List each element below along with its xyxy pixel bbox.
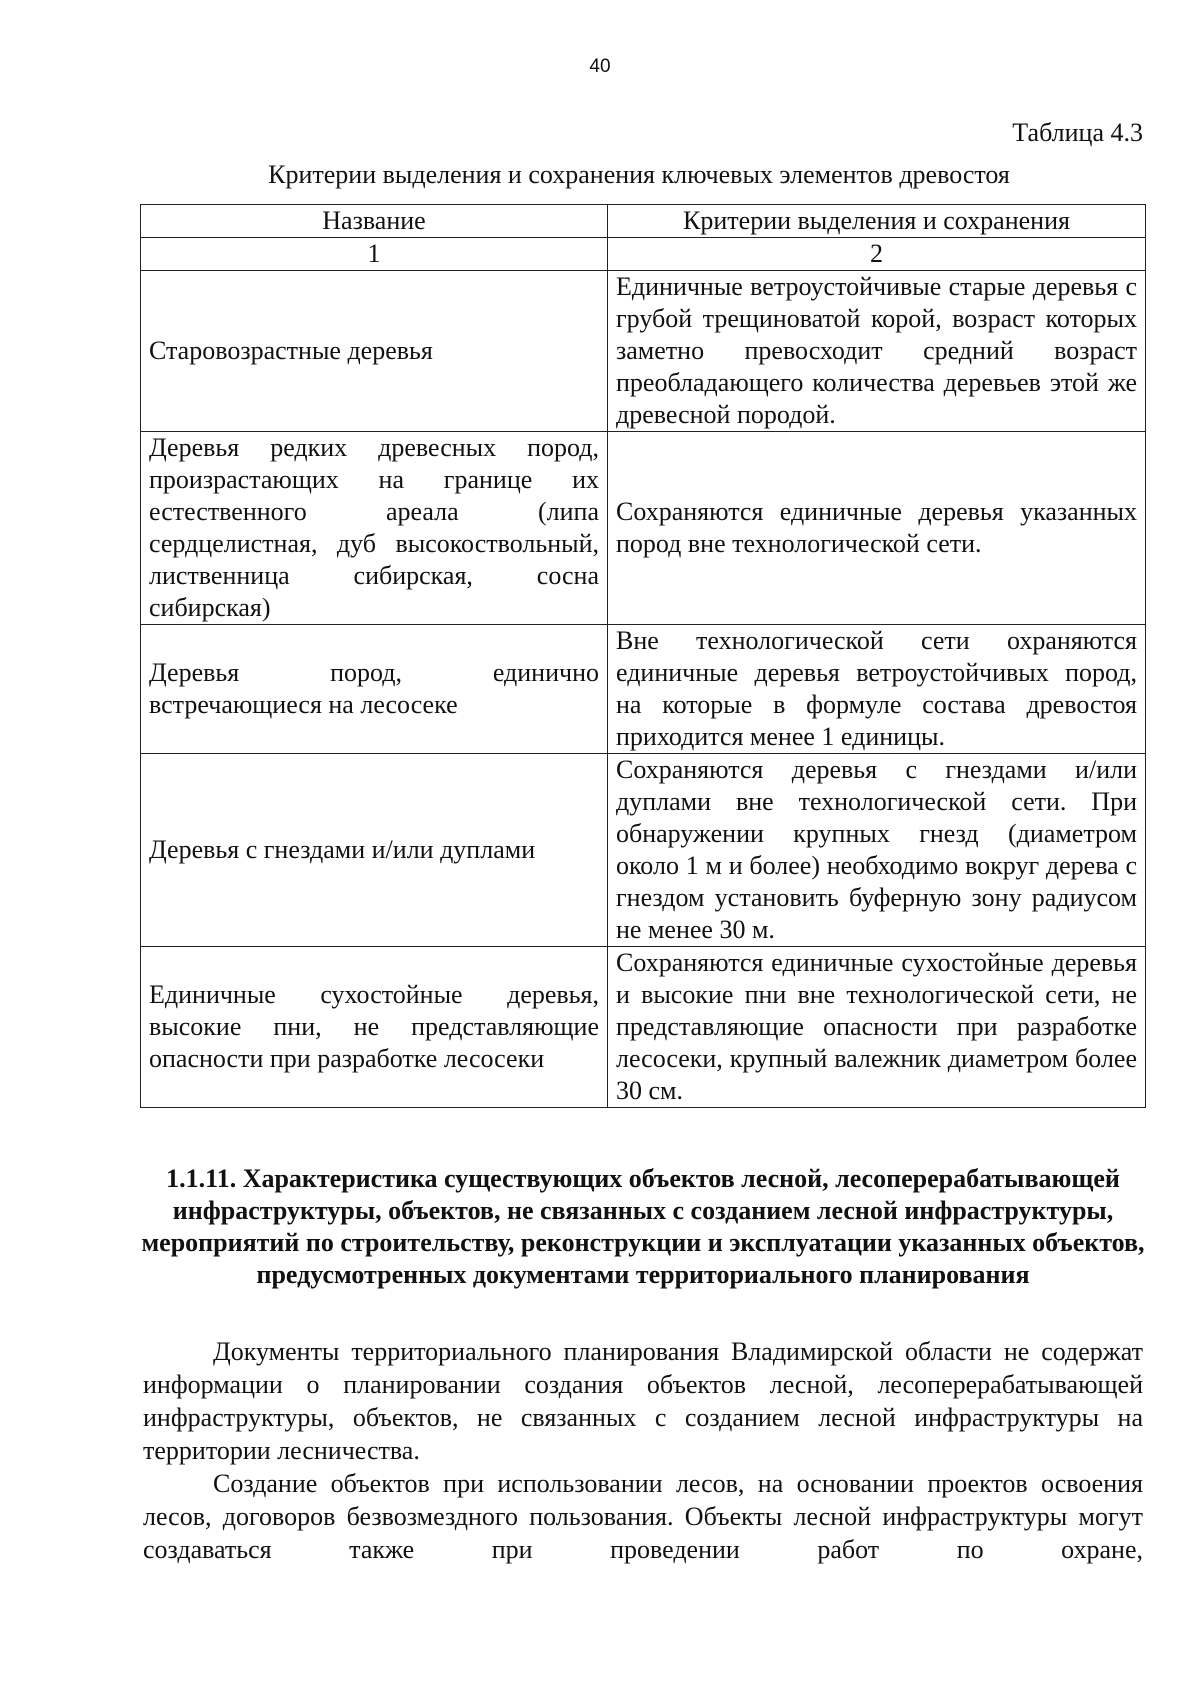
table-row [141,754,1146,947]
row-criteria: Сохраняются единичные сухостойные деревья и высокие пни вне технологической сети, не представляющие опасности при разработке лесосеки, крупный валежник диаметром более 30 см. [608,947,1146,1108]
criteria-table [140,204,1146,1108]
row-criteria: Единичные ветроустойчивые старые деревья с грубой трещиноватой корой, возраст которых заметно превосходит средний возраст преобладающего количества деревьев этой же древесной породой. [608,271,1146,432]
table-title: Критерии выделения и сохранения ключевых элементов древостоя [268,160,1010,189]
table-row [141,625,1146,754]
row-name: Старовозрастные деревья [141,271,608,432]
row-criteria: Сохраняются деревья с гнездами и/или дуплами вне технологической сети. При обнаружении крупных гнезд (диаметром около 1 м и более) необходимо вокруг дерева с гнездом установить буферную зону радиусом не менее 30 м. [608,754,1146,947]
table-header-row [141,205,1146,238]
table-row [141,432,1146,625]
page-number: 40 [589,56,611,77]
column-number-row [141,238,1146,271]
column-number: 2 [608,238,1146,271]
table-number-label: Таблица 4.3 [1012,118,1143,147]
section-heading: 1.1.11. Характеристика существующих объектов лесной, лесоперерабатывающей инфраструктуры, объектов, не связанных с созданием лесной инфраструктуры, мероприятий по строительству, реконструкции и эксплуатации указанных объектов, предусмотренных документами территориального планирования [141,1164,1145,1289]
row-name: Деревья с гнездами и/или дуплами [141,754,608,947]
row-criteria: Сохраняются единичные деревья указанных пород вне технологической сети. [608,432,1146,625]
table-row [141,271,1146,432]
row-name: Деревья редких древесных пород, произрастающих на границе их естественного ареала (липа сердцелистная, дуб высокоствольный, лиственница сибирская, сосна сибирская) [141,432,608,625]
section-body [143,1335,1143,1566]
column-header-name: Название [141,205,608,238]
paragraph: Документы территориального планирования Владимирской области не содержат информации о планировании создания объектов лесной, лесоперерабатывающей инфраструктуры, объектов, не связанных с созданием лесной инфраструктуры на территории лесничества. [143,1337,1143,1465]
row-name: Единичные сухостойные деревья, высокие пни, не представляющие опасности при разработке лесосеки [141,947,608,1108]
row-name: Деревья пород, единично встречающиеся на лесосеке [141,625,608,754]
row-criteria: Вне технологической сети охраняются единичные деревья ветроустойчивых пород, на которые в формуле состава древостоя приходится менее 1 единицы. [608,625,1146,754]
column-number: 1 [141,238,608,271]
column-header-criteria: Критерии выделения и сохранения [608,205,1146,238]
paragraph: Создание объектов при использовании лесов, на основании проектов освоения лесов, договоров безвозмездного пользования. Объекты лесной инфраструктуры могут создаваться также при проведении работ по охране, [143,1469,1143,1564]
table-row [141,947,1146,1108]
